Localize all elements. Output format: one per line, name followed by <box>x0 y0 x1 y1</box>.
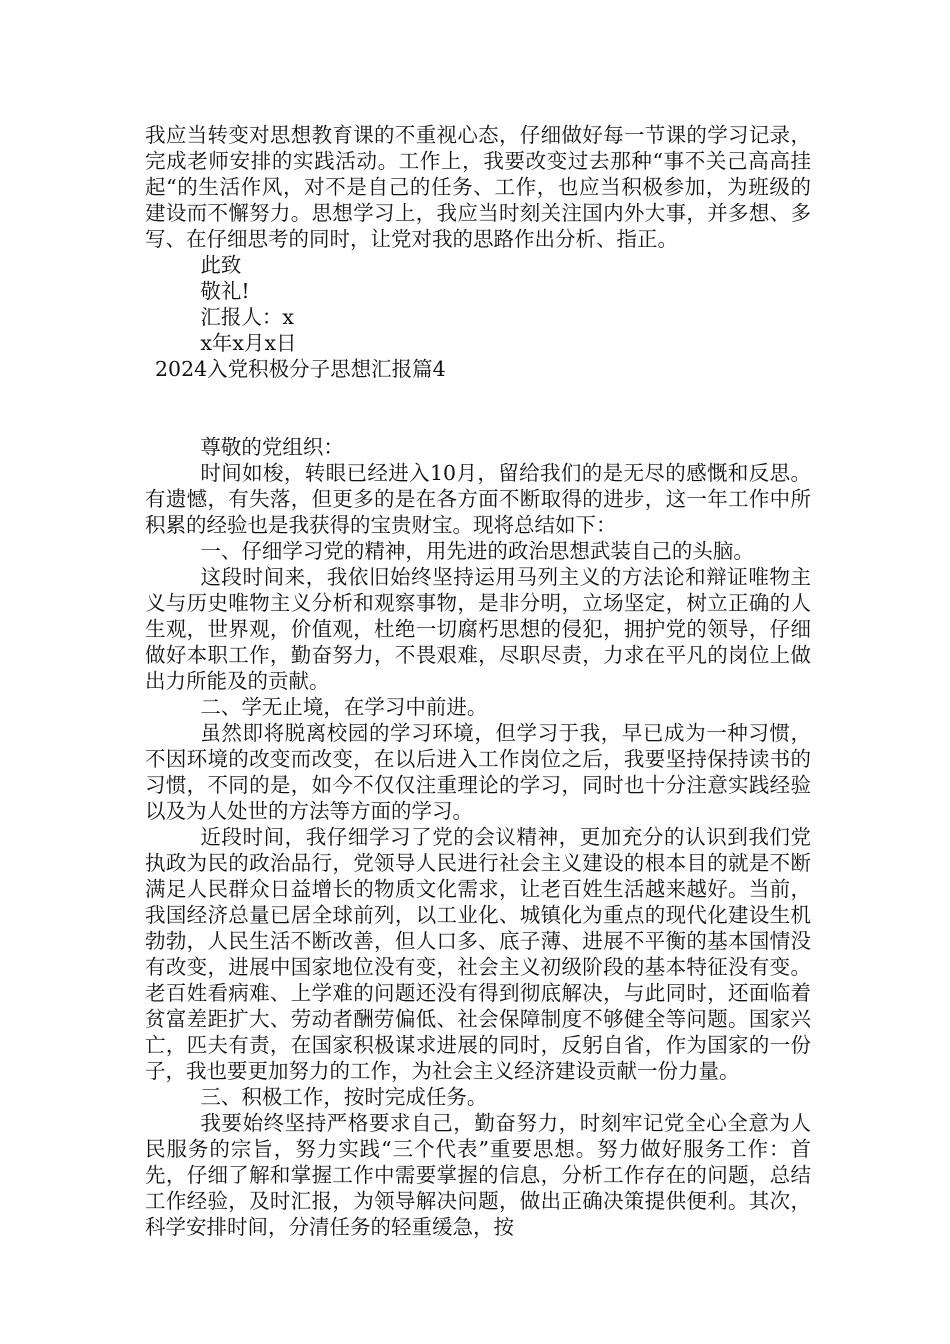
section-heading: 三、积极工作，按时完成任务。 <box>200 1085 488 1109</box>
body-paragraph: 近段时间，我仔细学习了党的会议精神，更加充分的认识到我们党执政为民的政治品行，党领导人民进行社会主义建设的根本目的就是不断满足人民群众日益增长的物质文化需求，让老百姓生活越来越好。当前，我国经济总量已居全球前列，以工业化、城镇化为重点的现代化建设生机勃勃，人民生活不断改善，但人口多、底子薄、进展不平衡的基本国情没有改变，进展中国家地位没有变，社会主义初级阶段的基本特征没有变。老百姓看病难、上学难的问题还没有得到彻底解决，与此同时，还面临着贫富差距扩大、劳动者酬劳偏低、社会保障制度不够健全等问题。国家兴亡，匹夫有责，在国家积极谋求进展的同时，反躬自省，作为国家的一份子，我也要更加努力的工作，为社会主义经济建设贡献一份力量。 <box>145 825 811 1083</box>
section-heading: 一、仔细学习党的精神，用先进的政治思想武装自己的头脑。 <box>200 539 754 563</box>
greeting: 尊敬的党组织： <box>200 435 344 459</box>
body-paragraph: 我要始终坚持严格要求自己，勤奋努力，时刻牢记党全心全意为人民服务的宗旨，努力实践“三个代表”重要思想。努力做好服务工作：首先，仔细了解和掌握工作中需要掌握的信息，分析工作存在的问题，总结工作经验，及时汇报，为领导解决问题，做出正确决策提供便利。其次，科学安排时间，分清任务的轻重缓急，按 <box>145 1111 811 1239</box>
intro-paragraph: 我应当转变对思想教育课的不重视心态，仔细做好每一节课的学习记录，完成老师安排的实践活动。工作上，我要改变过去那种“事不关己高高挂起“的生活作风，对不是自己的任务、工作，也应当积极参加，为班级的建设而不懈努力。思想学习上，我应当时刻关注国内外大事，并多想、多写、在仔细思考的同时，让党对我的思路作出分析、指正。 <box>145 123 811 251</box>
body-paragraph: 这段时间来，我依旧始终坚持运用马列主义的方法论和辩证唯物主义与历史唯物主义分析和观察事物，是非分明，立场坚定，树立正确的人生观，世界观，价值观，杜绝一切腐朽思想的侵犯，拥护党的领导，仔细做好本职工作，勤奋努力，不畏艰难，尽职尽责，力求在平凡的岗位上做出力所能及的贡献。 <box>145 565 811 693</box>
body-paragraph: 虽然即将脱离校园的学习环境，但学习于我，早已成为一种习惯，不因环境的改变而改变，在以后进入工作岗位之后，我要坚持保持读书的习惯，不同的是，如今不仅仅注重理论的学习，同时也十分注意实践经验以及为人处世的方法等方面的学习。 <box>145 721 811 823</box>
blank-spacer <box>145 382 811 434</box>
closing-regards: 敬礼! <box>200 279 250 303</box>
body-paragraph: 时间如梭，转眼已经进入10月，留给我们的是无尽的感慨和反思。有遗憾，有失落，但更多的是在各方面不断取得的进步，这一年工作中所积累的经验也是我获得的宝贵财宝。现将总结如下： <box>145 461 811 537</box>
document-page <box>145 122 811 1240</box>
section-heading: 二、学无止境，在学习中前进。 <box>200 695 488 719</box>
section-title: 2024入党积极分子思想汇报篇4 <box>155 357 446 381</box>
date-line: x年x月x日 <box>200 331 297 355</box>
reporter-line: 汇报人：x <box>200 305 294 329</box>
closing-salutation: 此致 <box>200 253 242 277</box>
